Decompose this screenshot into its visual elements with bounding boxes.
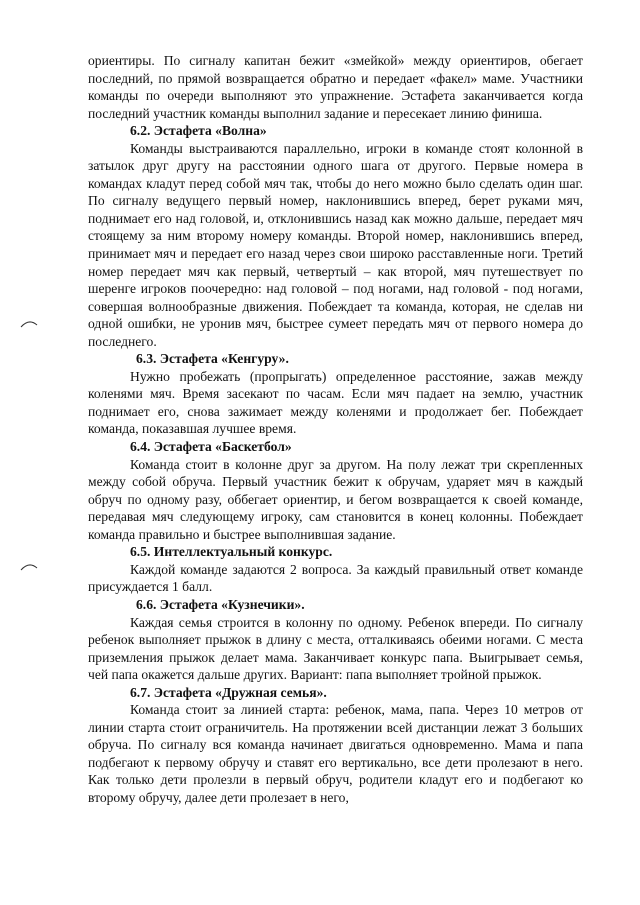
paragraph: Команда стоит в колонне друг за другом. На полу лежат три скрепленных между собой обруча. Первый участник бежит к обручам, ударяет мяч в каждый обруч по одному разу, оббегает ориентир, и бегом возвращается к своей команде, передавая мяч следующему игроку, сам становится в конец колонны. Побеждает команда правильно и быстрее выполнившая задание. bbox=[88, 456, 583, 542]
section-heading-6-6: 6.6. Эстафета «Кузнечики». bbox=[136, 596, 305, 612]
section-heading-6-2: 6.2. Эстафета «Волна» bbox=[130, 123, 267, 139]
paragraph: Каждая семья строится в колонну по одному. Ребенок впереди. По сигналу ребенок выполняет прыжок в длину с места, отталкиваясь обеими ногами. С места приземления прыжок делает мама. Заканчивает конкурс папа. Выигрывает семья, чей папа окажется дальше других. Вариант: папа выполняет тройной прыжок. bbox=[88, 614, 583, 683]
document-body bbox=[88, 52, 583, 807]
section-heading-6-5: 6.5. Интеллектуальный конкурс. bbox=[130, 544, 333, 560]
section-heading-6-7: 6.7. Эстафета «Дружная семья». bbox=[130, 684, 327, 700]
margin-arc-mark bbox=[20, 318, 38, 328]
paragraph: ориентиры. По сигналу капитан бежит «змейкой» между ориентиров, обегает последний, по прямой возвращается обратно и передает «факел» маме. Участники команды по очереди выполняют это упражнение. Эстафета заканчивается когда последний участник команды выполнил задание и пересекает линию финиша. bbox=[88, 53, 583, 121]
section-heading-6-4: 6.4. Эстафета «Баскетбол» bbox=[130, 439, 292, 455]
paragraph: Команда стоит за линией старта: ребенок, мама, папа. Через 10 метров от линии старта стоит ограничитель. На протяжении всей дистанции лежат 3 больших обруча. По сигналу вся команда начинает двигаться одновременно. Мама и папа подбегают к первому обручу и ставят его вертикально, все дети пролезают в него. Как только дети пролезли в первый обруч, родители кладут его и подбегают ко второму обручу, далее дети пролезает в него, bbox=[88, 702, 583, 805]
paragraph: Каждой команде задаются 2 вопроса. За каждый правильный ответ команде присуждается 1 балл. bbox=[88, 561, 583, 595]
paragraph: Нужно пробежать (пропрыгать) определенное расстояние, зажав между коленями мяч. Время засекают по часам. Если мяч падает на землю, участник поднимает его, снова зажимает между коленями и продолжает бег. Побеждает команда, показавшая лучшее время. bbox=[88, 368, 583, 437]
section-heading-6-3: 6.3. Эстафета «Кенгуру». bbox=[136, 351, 289, 367]
paragraph: Команды выстраиваются параллельно, игроки в команде стоят колонной в затылок друг другу на расстоянии одного шага от другого. Первые номера в командах кладут перед собой мяч так, чтобы до него можно было сделать один шаг. По сигналу ведущего первый номер, наклонившись вперед, берет руками мяч, поднимает его над головой, и, отклонившись назад как можно дальше, передает мяч стоящему за ним второму номеру команды. Второй номер, наклонившись вперед, принимает мяч и передает его назад через свои широко расставленные ноги. Третий номер передает мяч как первый, четвертый – как второй, мяч путешествует по шеренге игроков поочередно: над головой – под ногами, над головой - под ногами, совершая волнообразные движения. Побеждает та команда, которая, не сделав ни одной ошибки, не уронив мяч, быстрее сумеет передать мяч от первого номера до последнего. bbox=[88, 140, 583, 349]
margin-arc-mark bbox=[20, 561, 38, 571]
